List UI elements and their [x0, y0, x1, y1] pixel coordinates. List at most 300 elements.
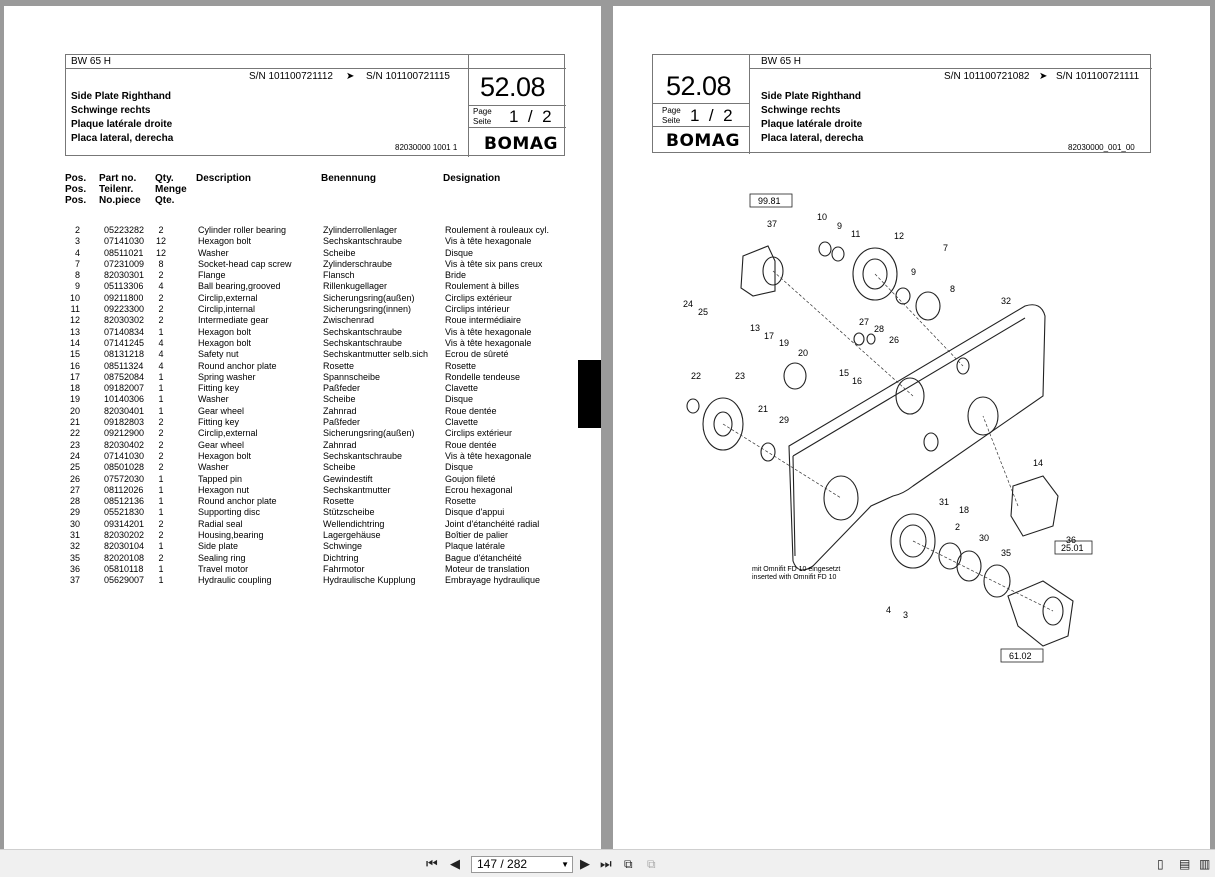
part-pos: 27 [69, 484, 80, 495]
part-pos: 2 [74, 225, 80, 235]
part-pos: 29 [69, 507, 80, 518]
part-designation: Goujon fileté [445, 473, 496, 484]
next-page-icon[interactable]: ▶ [580, 856, 590, 871]
part-qty: 1 [158, 496, 164, 507]
part-description: Tapped pin [198, 473, 243, 484]
part-qty: 1 [158, 575, 164, 586]
callout-label: 27 [859, 317, 870, 327]
callout-label: 23 [735, 371, 746, 381]
callout-label: 15 [839, 368, 850, 378]
part-description: Hexagon bolt [198, 326, 252, 337]
part-number: 07572030 [104, 473, 145, 484]
parts-row [66, 270, 566, 281]
callout-label: 2 [955, 522, 961, 532]
part-description: Hexagon bolt [198, 236, 252, 247]
part-description: Washer [198, 247, 229, 258]
last-page-icon[interactable]: ⏭ [600, 856, 612, 871]
parts-row [66, 394, 566, 405]
callout-label: 9 [837, 221, 843, 231]
callout-label: 11 [851, 229, 861, 239]
part-benennung: Paßfeder [323, 383, 361, 394]
parts-row [66, 519, 566, 530]
right-page [613, 6, 1210, 849]
part-benennung: Lagergehäuse [323, 530, 381, 541]
part-number: 82020108 [104, 552, 145, 563]
part-description: Spring washer [198, 371, 256, 382]
parts-row [66, 428, 566, 439]
part-number: 10140306 [104, 394, 145, 405]
part-benennung: Zylinderschraube [323, 258, 393, 269]
part-designation: Roulement à rouleaux cyl. [445, 225, 550, 235]
part-pos: 28 [69, 496, 80, 507]
callout-label: 36 [1066, 535, 1077, 545]
part-description: Round anchor plate [198, 496, 277, 507]
part-pos: 23 [69, 439, 80, 450]
part-qty: 2 [158, 417, 164, 428]
part-benennung: Zahnrad [323, 439, 357, 450]
part-qty: 2 [158, 304, 164, 315]
part-description: Washer [198, 462, 229, 473]
left-title-block [65, 54, 565, 156]
continuous-view-icon[interactable]: ▤ [1179, 857, 1191, 871]
part-benennung: Zahnrad [323, 405, 357, 416]
parts-row [66, 507, 566, 518]
part-description: Fitting key [198, 417, 240, 428]
first-page-icon[interactable]: ⏮ [426, 856, 438, 871]
title-es: Placa lateral, derecha [71, 133, 174, 144]
parts-row [66, 383, 566, 394]
part-designation: Embrayage hydraulique [445, 575, 541, 586]
part-benennung: Stützscheibe [323, 507, 375, 518]
part-number: 09223300 [104, 304, 145, 315]
document-number: 82030000_001_00 [1068, 143, 1135, 152]
callout-label: 8 [950, 284, 956, 294]
parts-row [66, 248, 566, 259]
part-qty: 1 [158, 484, 164, 495]
parts-row [66, 259, 566, 270]
parts-row [66, 406, 566, 417]
part-benennung: Spannscheibe [323, 371, 381, 382]
section-number: 52.08 [666, 71, 732, 101]
callout-label: 13 [750, 323, 761, 333]
serial-from: S/N 101100721112 [249, 71, 333, 82]
part-benennung: Sicherungsring(außen) [323, 428, 415, 439]
part-pos: 8 [74, 270, 80, 281]
part-description: Cylinder roller bearing [198, 225, 287, 235]
part-qty: 2 [158, 292, 164, 303]
part-qty: 4 [158, 337, 164, 348]
col-pos: Pos. Pos. Pos. [65, 173, 87, 206]
part-pos: 37 [69, 575, 80, 586]
part-qty: 1 [158, 563, 164, 574]
part-pos: 15 [69, 349, 80, 360]
parts-row [66, 553, 566, 564]
callout-label: 35 [1001, 548, 1012, 558]
parts-row [66, 281, 566, 292]
single-page-view-icon[interactable]: ▯ [1157, 857, 1164, 871]
part-description: Travel motor [198, 563, 249, 574]
part-number: 05521830 [104, 507, 145, 518]
callout-label: 21 [758, 404, 769, 414]
parts-row [66, 315, 566, 326]
part-description: Washer [198, 394, 229, 405]
part-benennung: Rillenkugellager [323, 281, 388, 292]
part-qty: 2 [158, 270, 164, 281]
part-qty: 2 [158, 315, 164, 326]
part-number: 05810118 [104, 563, 144, 574]
title-de: Schwinge rechts [761, 105, 841, 116]
title-es: Placa lateral, derecha [761, 133, 864, 144]
part-number: 07231009 [104, 258, 145, 269]
part-number: 07141245 [104, 337, 145, 348]
parts-row [66, 372, 566, 383]
part-benennung: Scheibe [323, 462, 356, 473]
bomag-logo: BOMAG [484, 134, 558, 154]
part-qty: 2 [158, 428, 164, 439]
part-benennung: Sechskantmutter selb.sich [323, 349, 429, 360]
part-benennung: Scheibe [323, 247, 356, 258]
note-de: mit Omnifit FD 10 eingesetzt [752, 566, 841, 573]
copy-page-icon[interactable]: ⧉ [624, 857, 633, 871]
serial-arrow: ➤ [1039, 71, 1048, 82]
part-qty: 2 [158, 439, 164, 450]
part-qty: 1 [158, 507, 164, 518]
part-benennung: Sechskantschraube [323, 326, 403, 337]
part-number: 08512136 [104, 496, 145, 507]
title-en: Side Plate Righthand [761, 91, 862, 102]
part-pos: 18 [69, 383, 80, 394]
parts-row [66, 349, 566, 360]
part-qty: 4 [158, 349, 164, 360]
ref-99-81: 99.81 [758, 196, 781, 206]
part-pos: 4 [74, 247, 80, 258]
part-description: Circlip,external [198, 292, 258, 303]
section-number: 52.08 [480, 72, 546, 102]
viewer-toolbar [0, 849, 1215, 877]
parts-row [66, 440, 566, 451]
part-number: 09212900 [104, 428, 145, 439]
parts-row [66, 304, 566, 315]
part-designation: Rosette [445, 496, 477, 507]
callout-label: 18 [959, 505, 970, 515]
part-designation: Roue dentée [445, 405, 497, 416]
part-description: Side plate [198, 541, 239, 552]
document-number: 82030000 1001 1 [395, 143, 458, 152]
part-description: Hexagon bolt [198, 450, 252, 461]
previous-page-icon[interactable]: ◀ [450, 856, 460, 871]
part-designation: Joint d'étanchéité radial [445, 518, 540, 529]
part-designation: Roue dentée [445, 439, 497, 450]
parts-row [66, 496, 566, 507]
part-qty: 12 [155, 236, 166, 247]
parts-list [66, 225, 566, 587]
part-benennung: Wellendichtring [323, 518, 385, 529]
part-benennung: Sechskantschraube [323, 337, 403, 348]
callout-label: 25 [698, 307, 709, 317]
callout-label: 24 [683, 299, 694, 309]
part-description: Sealing ring [198, 552, 246, 563]
part-description: Gear wheel [198, 439, 245, 450]
part-pos: 17 [69, 371, 80, 382]
part-pos: 24 [69, 450, 80, 461]
part-pos: 11 [70, 304, 80, 315]
side-plate-drawing [789, 305, 1045, 570]
part-qty: 1 [158, 371, 164, 382]
bomag-logo: BOMAG [666, 131, 740, 151]
part-benennung: Flansch [323, 270, 355, 281]
part-pos: 7 [74, 258, 80, 269]
callout-label: 19 [779, 338, 790, 348]
part-number: 08112026 [104, 484, 144, 495]
callout-label: 31 [939, 497, 950, 507]
part-pos: 35 [69, 552, 80, 563]
callout-label: 20 [798, 348, 809, 358]
col-benennung: Benennung [321, 173, 376, 184]
part-description: Circlip,internal [198, 304, 256, 315]
page-of: 1 / 2 [509, 107, 552, 126]
note-en: inserted with Omnifit FD 10 [752, 574, 837, 581]
part-description: Round anchor plate [198, 360, 277, 371]
part-description: Ball bearing,grooved [198, 281, 281, 292]
part-description: Fitting key [198, 383, 240, 394]
part-benennung: Rosette [323, 360, 355, 371]
callout-label: 22 [691, 371, 702, 381]
page-divider-tab [578, 360, 601, 428]
part-number: 05223282 [104, 225, 145, 235]
part-benennung: Sicherungsring(außen) [323, 292, 415, 303]
callout-label: 12 [894, 231, 905, 241]
part-description: Circlip,external [198, 428, 258, 439]
part-qty: 1 [158, 394, 164, 405]
part-benennung: Gewindestift [323, 473, 373, 484]
part-description: Safety nut [198, 349, 239, 360]
part-pos: 10 [69, 292, 80, 303]
part-pos: 14 [69, 337, 80, 348]
part-number: 08131218 [104, 349, 145, 360]
callout-label: 26 [889, 335, 900, 345]
part-number: 08511021 [104, 247, 144, 258]
part-benennung: Sechskantschraube [323, 236, 403, 247]
part-qty: 1 [158, 541, 164, 552]
part-qty: 4 [158, 281, 164, 292]
col-part: Part no. Teilenr. No.piece [99, 173, 141, 206]
part-benennung: Rosette [323, 496, 355, 507]
serial-arrow: ➤ [346, 71, 355, 82]
part-designation: Bride [445, 270, 467, 281]
part-designation: Rosette [445, 360, 477, 371]
part-description: Socket-head cap screw [198, 258, 292, 269]
col-description: Description [196, 173, 252, 184]
chevron-down-icon[interactable]: ▼ [561, 860, 569, 869]
part-description: Intermediate gear [198, 315, 269, 326]
part-benennung: Sechskantmutter [323, 484, 391, 495]
part-designation: Circlips extérieur [445, 292, 513, 303]
part-benennung: Fahrmotor [323, 563, 365, 574]
part-qty: 1 [158, 405, 164, 416]
page-number-field[interactable]: 147 / 282 ▼ [471, 856, 573, 873]
part-pos: 25 [69, 462, 80, 473]
parts-row [66, 564, 566, 575]
part-pos: 22 [69, 428, 80, 439]
parts-row [66, 417, 566, 428]
part-benennung: Scheibe [323, 394, 356, 405]
part-number: 82030402 [104, 439, 145, 450]
part-number: 82030301 [104, 270, 145, 281]
serial-to: S/N 101100721115 [366, 71, 450, 82]
parts-row [66, 361, 566, 372]
part-benennung: Schwinge [323, 541, 363, 552]
part-designation: Clavette [445, 417, 479, 428]
ref-61-02: 61.02 [1009, 651, 1032, 661]
part-pos: 31 [69, 530, 80, 541]
model-label: BW 65 H [71, 56, 112, 67]
title-de: Schwinge rechts [71, 105, 151, 116]
seite-label: Seite [662, 116, 681, 125]
callout-label: 7 [943, 243, 949, 253]
title-fr: Plaque latérale droite [71, 119, 173, 130]
part-designation: Roulement à billes [445, 281, 520, 292]
part-qty: 1 [158, 326, 164, 337]
part-designation: Vis à tête hexagonale [445, 326, 532, 337]
callout-label: 14 [1033, 458, 1044, 468]
part-benennung: Zwischenrad [323, 315, 375, 326]
parts-row [66, 541, 566, 552]
callout-label: 16 [852, 376, 863, 386]
part-description: Hexagon nut [198, 484, 250, 495]
part-benennung: Dichtring [323, 552, 359, 563]
parts-row [66, 530, 566, 541]
part-qty: 1 [158, 473, 164, 484]
ref-25-01: 25.01 [1061, 543, 1084, 553]
part-number: 05629007 [104, 575, 145, 586]
part-qty: 2 [158, 552, 164, 563]
part-qty: 8 [158, 258, 164, 269]
part-number: 82030302 [104, 315, 145, 326]
serial-from: S/N 101100721082 [944, 71, 1030, 82]
part-description: Hexagon bolt [198, 337, 252, 348]
part-pos: 30 [69, 518, 80, 529]
title-en: Side Plate Righthand [71, 91, 172, 102]
part-description: Housing,bearing [198, 530, 264, 541]
page-label: Page [473, 107, 492, 116]
part-pos: 12 [69, 315, 80, 326]
callout-label: 17 [764, 331, 775, 341]
part-number: 09182803 [104, 417, 145, 428]
part-description: Supporting disc [198, 507, 261, 518]
parts-row [66, 293, 566, 304]
parts-row [66, 451, 566, 462]
part-designation: Plaque latérale [445, 541, 506, 552]
parts-row [66, 338, 566, 349]
callout-label: 10 [817, 212, 828, 222]
exploded-parts-diagram [613, 6, 1210, 849]
callout-label: 30 [979, 533, 990, 543]
part-designation: Disque d'appui [445, 507, 505, 518]
part-number: 08501028 [104, 462, 145, 473]
part-designation: Bague d'étanchéité [445, 552, 522, 563]
page-label: Page [662, 106, 681, 115]
callout-label: 4 [886, 605, 892, 615]
part-designation: Rondelle tendeuse [445, 371, 521, 382]
part-qty: 1 [158, 383, 164, 394]
title-fr: Plaque latérale droite [761, 119, 863, 130]
part-qty: 2 [158, 225, 164, 235]
part-number: 08511324 [104, 360, 144, 371]
part-qty: 2 [158, 530, 164, 541]
callout-label: 9 [911, 267, 917, 277]
part-number: 09314201 [104, 518, 145, 529]
parts-row [66, 327, 566, 338]
part-designation: Disque [445, 394, 474, 405]
part-designation: Clavette [445, 383, 479, 394]
page-of: 1 / 2 [690, 106, 733, 125]
parts-row [66, 485, 566, 496]
serial-to: S/N 101100721111 [1056, 71, 1140, 82]
part-number: 07141030 [104, 450, 145, 461]
part-number: 82030202 [104, 530, 145, 541]
callout-label: 3 [903, 610, 909, 620]
callout-label: 37 [767, 219, 778, 229]
part-designation: Vis à tête hexagonale [445, 337, 532, 348]
part-pos: 26 [69, 473, 80, 484]
part-qty: 12 [155, 247, 166, 258]
part-pos: 20 [69, 405, 80, 416]
part-pos: 21 [69, 417, 80, 428]
part-pos: 36 [69, 563, 80, 574]
callout-label: 32 [1001, 296, 1012, 306]
part-number: 09211800 [104, 292, 144, 303]
part-designation: Disque [445, 462, 474, 473]
part-designation: Vis à tête hexagonale [445, 236, 532, 247]
part-description: Radial seal [198, 518, 243, 529]
parts-row [66, 575, 566, 586]
seite-label: Seite [473, 117, 492, 126]
part-designation: Moteur de translation [445, 563, 530, 574]
col-designation: Designation [443, 173, 501, 184]
callout-label: 29 [779, 415, 790, 425]
part-pos: 16 [69, 360, 80, 371]
parts-row [66, 462, 566, 473]
part-description: Flange [198, 270, 226, 281]
left-page [4, 6, 601, 849]
part-benennung: Sechskantschraube [323, 450, 403, 461]
part-designation: Disque [445, 247, 474, 258]
part-number: 08752084 [104, 371, 145, 382]
part-qty: 4 [158, 360, 164, 371]
two-page-view-icon[interactable]: ▥ [1199, 857, 1211, 871]
part-designation: Ecrou hexagonal [445, 484, 513, 495]
part-pos: 9 [74, 281, 80, 292]
part-number: 09182007 [104, 383, 145, 394]
part-qty: 2 [158, 518, 164, 529]
parts-row [66, 236, 566, 247]
part-number: 82030104 [104, 541, 145, 552]
paste-page-icon[interactable]: ⧉ [647, 857, 656, 871]
part-designation: Ecrou de sûreté [445, 349, 509, 360]
parts-row [66, 474, 566, 485]
part-benennung: Sicherungsring(innen) [323, 304, 412, 315]
part-description: Hydraulic coupling [198, 575, 272, 586]
part-number: 05113306 [104, 281, 144, 292]
part-designation: Boîtier de palier [445, 530, 509, 541]
parts-row [66, 225, 566, 236]
part-number: 82030401 [104, 405, 145, 416]
part-designation: Vis à tête six pans creux [445, 258, 543, 269]
part-number: 07141030 [104, 236, 145, 247]
model-label: BW 65 H [761, 56, 802, 67]
part-pos: 3 [74, 236, 80, 247]
callout-label: 28 [874, 324, 885, 334]
